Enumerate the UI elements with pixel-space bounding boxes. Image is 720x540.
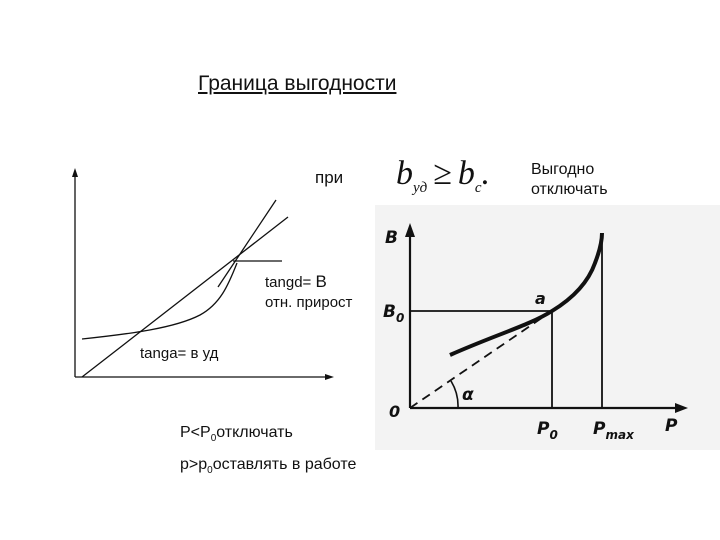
- rule-disconnect: [180, 424, 293, 444]
- rule-keep-sub: 0: [207, 465, 213, 477]
- label-tanga: tanga= в уд: [140, 345, 219, 362]
- formula-lhs-sub: уд: [413, 179, 428, 196]
- origin-label: 0: [389, 402, 401, 421]
- b0-sub: 0: [395, 311, 405, 325]
- right-x-axis-label: P: [665, 416, 678, 436]
- rule-disconnect-sub: 0: [210, 433, 217, 445]
- label-tangd-b: В: [315, 272, 327, 291]
- point-a-label: a: [535, 289, 546, 308]
- right-diagram: [375, 205, 720, 450]
- formula-rhs-sub: c: [474, 179, 482, 196]
- rule-keep-working: [180, 456, 356, 476]
- b0-letter: B: [383, 302, 396, 322]
- rule-disconnect-a: P<P: [180, 424, 211, 441]
- label-tangd: [265, 272, 355, 313]
- note-line-1: Выгодно: [531, 161, 595, 178]
- formula-lhs: b: [396, 155, 413, 192]
- rule-keep-b: оставлять в работе: [212, 456, 357, 473]
- alpha-label: α: [462, 385, 474, 405]
- rule-disconnect-b: отключать: [216, 424, 293, 441]
- note-line-2: отключать: [531, 181, 608, 198]
- diagram-title: Граница выгодности: [198, 72, 397, 95]
- rule-keep-a: p>p: [180, 456, 208, 473]
- formula-end: .: [481, 155, 491, 192]
- photo-background: [375, 205, 720, 450]
- pmax-sub: max: [605, 428, 634, 442]
- label-tangd-rest: отн. прирост: [265, 294, 353, 311]
- pmax-letter: P: [593, 419, 606, 439]
- p0-letter: P: [537, 419, 550, 439]
- label-tangd-prefix: tangd=: [265, 274, 312, 291]
- right-y-axis-label: B: [385, 228, 398, 248]
- condition-prefix: при: [315, 168, 344, 187]
- left-x-arrow: [325, 374, 334, 380]
- formula-rhs: b: [457, 155, 475, 192]
- p0-sub: 0: [549, 428, 558, 442]
- formula-operator: ≥: [433, 155, 452, 192]
- left-y-arrow: [72, 168, 78, 177]
